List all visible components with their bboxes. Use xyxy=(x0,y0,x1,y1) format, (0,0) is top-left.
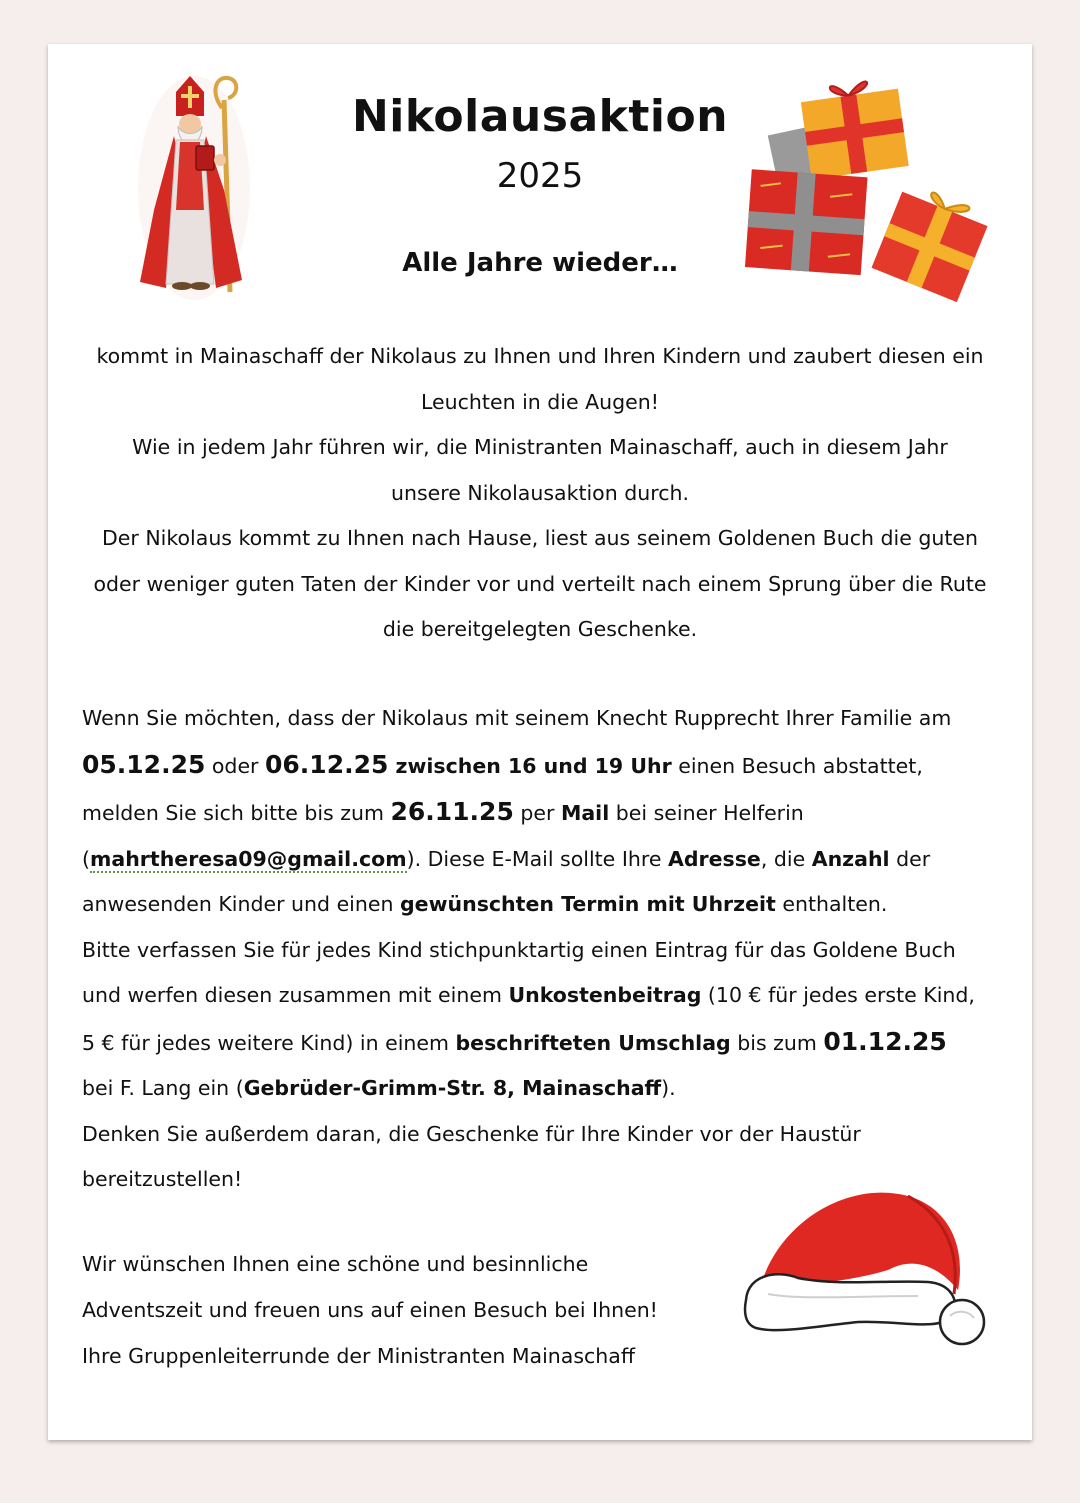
details-text: oder xyxy=(205,753,266,778)
details-line: Bitte verfassen Sie für jedes Kind stichpunktartig einen Eintrag für das Goldene Buch xyxy=(82,937,956,962)
intro-line: Wie in jedem Jahr führen wir, die Ministranten Mainaschaff, auch in diesem Jahr xyxy=(132,435,948,459)
closing-line: Wir wünschen Ihnen eine schöne und besinnliche xyxy=(82,1252,589,1276)
details-text: , die xyxy=(760,846,812,871)
details-text: bei seiner Helferin xyxy=(609,801,804,825)
details-text: 5 € für jedes weitere Kind) in einem xyxy=(82,1030,456,1055)
details-text: melden Sie sich bitte bis zum xyxy=(82,801,391,825)
details-line: Wenn Sie möchten, dass der Nikolaus mit seinem Knecht Rupprecht Ihrer Familie am xyxy=(82,706,952,730)
flyer-subtitle: Alle Jahre wieder… xyxy=(402,248,678,278)
flyer-title: Nikolausaktion xyxy=(351,91,729,142)
visit-date-2: 06.12.25 xyxy=(265,749,389,779)
details-text: enthalten. xyxy=(775,892,888,916)
anzahl-keyword: Anzahl xyxy=(811,846,890,871)
details-text: ). xyxy=(661,1076,676,1100)
envelope-deadline: 01.12.25 xyxy=(823,1026,947,1056)
details-text: per xyxy=(513,801,561,825)
unkosten-keyword: Unkostenbeitrag xyxy=(508,983,702,1007)
details-line: bereitzustellen! xyxy=(82,1167,243,1191)
umschlag-keyword: beschrifteten Umschlag xyxy=(455,1030,731,1055)
details-text: (10 € für jedes erste Kind, xyxy=(701,983,975,1007)
flyer-page xyxy=(48,44,1032,1440)
mail-keyword: Mail xyxy=(560,801,610,825)
drop-off-address: Gebrüder-Grimm-Str. 8, Mainaschaff xyxy=(243,1076,662,1100)
intro-line: oder weniger guten Taten der Kinder vor und verteilt nach einem Sprung über die Rute xyxy=(93,571,987,596)
signup-deadline: 26.11.25 xyxy=(390,797,514,826)
intro-line: Der Nikolaus kommt zu Ihnen nach Hause, liest aus seinem Goldenen Buch die guten xyxy=(102,526,978,550)
details-paragraph xyxy=(82,696,1002,1203)
adresse-keyword: Adresse xyxy=(667,846,761,871)
closing-paragraph xyxy=(82,1241,722,1379)
intro-line: unsere Nikolausaktion durch. xyxy=(390,480,689,505)
intro-line: Leuchten in die Augen! xyxy=(421,389,659,414)
closing-line: Adventszeit und freuen uns auf einen Besuch bei Ihnen! xyxy=(82,1298,658,1322)
details-line: Denken Sie außerdem daran, die Geschenke für Ihre Kinder vor der Haustür xyxy=(82,1121,861,1146)
santa-hat-illustration xyxy=(738,1170,994,1350)
intro-line: kommt in Mainaschaff der Nikolaus zu Ihnen und Ihren Kindern und zaubert diesen ein xyxy=(96,344,984,368)
details-text: bis zum xyxy=(730,1030,824,1055)
closing-signature: Ihre Gruppenleiterrunde der Ministranten Mainaschaff xyxy=(82,1344,635,1368)
details-text: einen Besuch abstattet, xyxy=(671,753,923,778)
flyer-year: 2025 xyxy=(496,156,584,196)
termin-keyword: gewünschten Termin mit Uhrzeit xyxy=(400,892,776,916)
intro-line: die bereitgelegten Geschenke. xyxy=(382,617,698,641)
details-text: ( xyxy=(82,846,90,871)
details-text: ). Diese E-Mail sollte Ihre xyxy=(406,846,668,871)
visit-time: zwischen 16 und 19 Uhr xyxy=(388,753,672,778)
email-link[interactable]: mahrtheresa09@gmail.com xyxy=(90,846,407,871)
visit-date-1: 05.12.25 xyxy=(82,749,206,779)
intro-paragraph xyxy=(76,334,1004,653)
details-text: anwesenden Kinder und einen xyxy=(82,892,400,916)
details-text: der xyxy=(889,846,931,871)
details-text: bei F. Lang ein ( xyxy=(82,1076,244,1100)
details-text: und werfen diesen zusammen mit einem xyxy=(82,983,509,1007)
